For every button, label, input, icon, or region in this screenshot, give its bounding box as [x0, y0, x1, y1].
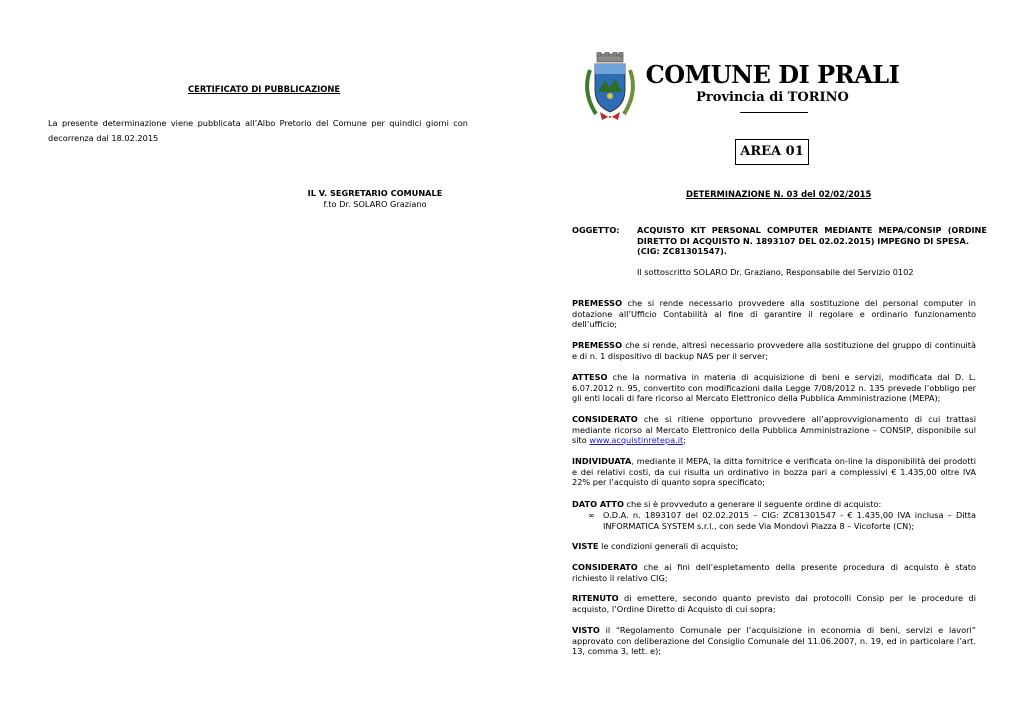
paragraph-text: che si ritiene opportuno provvedere all’approvvigionamento di cui trattasi mediante ricorso al Mercato Elettronico della Pubblica Amministrazione – CONSIP, disponibile sul sito	[572, 414, 976, 446]
coat-of-arms-icon	[580, 52, 640, 124]
paragraph-premesso-2	[572, 340, 976, 361]
province-name: Provincia di TORINO	[696, 90, 849, 105]
paragraph-visto	[572, 625, 976, 657]
header-divider	[740, 112, 808, 113]
paragraph-keyword: INDIVIDUATA	[572, 456, 632, 466]
subject-cig: (CIG: ZC81301547).	[637, 246, 728, 257]
acquisti-link[interactable]: www.acquistinretepa.it	[589, 435, 684, 446]
paragraph-text: che si è provveduto a generare il seguente ordine di acquisto:	[623, 499, 882, 509]
area-label: AREA 01	[735, 139, 809, 165]
paragraph-premesso-1	[572, 298, 976, 330]
subject-text	[637, 225, 987, 257]
paragraph-keyword: CONSIDERATO	[572, 562, 638, 572]
paragraph-keyword: ATTESO	[572, 372, 608, 382]
signatory-statement: Il sottoscritto SOLARO Dr. Graziano, Responsabile del Servizio 0102	[637, 267, 914, 277]
determination-title: DETERMINAZIONE N. 03 del 02/02/2015	[686, 189, 872, 199]
paragraph-text: il “Regolamento Comunale per l’acquisizione in economia di beni, servizi e lavori” approvato con deliberazione del Consiglio Comunale del 11.06.2007, n. 19, ed in particolare l’art. 13, comma 3, lett. e);	[572, 625, 976, 657]
paragraph-individuata	[572, 456, 976, 488]
paragraph-considerato-1	[572, 414, 976, 446]
paragraph-text: di emettere, secondo quanto previsto dai protocolli Consip per le procedure di acquisto, l’Ordine Diretto di Acquisto di cui sopra;	[572, 593, 976, 614]
paragraph-ritenuto	[572, 593, 976, 614]
certificate-body	[48, 116, 468, 146]
paragraph-text: , mediante il MEPA, la ditta fornitrice e verificata on-line la disponibilità dei prodotti e dei relativi costi, da cui risulta un ordinativo in bozza pari a complessivi € 1.435,00 oltre IVA 22% per l’acquisto di quanto sopra specificato;	[572, 456, 976, 488]
paragraph-viste	[572, 541, 976, 552]
subject-label: OGGETTO:	[572, 225, 620, 235]
paragraph-dato-atto	[572, 499, 976, 510]
bullet-icon: ∞	[588, 510, 595, 520]
paragraph-text: che si rende necessario provvedere alla sostituzione del personal computer in dotazione all’Ufficio Contabilità al fine di garantire il regolare e ordinario funzionamento dell’ufficio;	[572, 298, 976, 330]
paragraph-text: le condizioni generali di acquisto;	[598, 541, 739, 551]
paragraph-keyword: VISTO	[572, 625, 600, 635]
paragraph-keyword: DATO ATTO	[572, 499, 624, 509]
subject-line: ACQUISTO KIT PERSONAL COMPUTER MEDIANTE MEPA/CONSIP (ORDINE DIRETTO DI ACQUISTO N. 1893107 DEL 02.02.2015) IMPEGNO DI SPESA.	[637, 225, 987, 246]
order-bullet-text: O.D.A. n. 1893107 del 02.02.2015 – CIG: ZC81301547 - € 1.435,00 IVA inclusa – Ditta INFORMATICA SYSTEM s.r.l., con sede Via Mondovì Piazza 8 – Vicoforte (CN);	[603, 510, 976, 531]
paragraph-text: che si rende, altresì necessario provvedere alla sostituzione del gruppo di continuità e di n. 1 dispositivo di backup NAS per il server;	[572, 340, 976, 361]
certificate-body-line: La presente determinazione viene pubblicata all’Albo Pretorio del Comune per quindici giorni con	[48, 118, 468, 128]
signer-name: f.to Dr. SOLARO Graziano	[323, 198, 427, 209]
paragraph-text: che la normativa in materia di acquisizione di beni e servizi, modificata dal D. L. 6.07.2012 n. 95, convertito con modificazioni dalla Legge 7/08/2012 n. 135 prevede l’obbligo per gli enti locali di fare ricorso al Mercato Elettronico della Pubblica Amministrazione (MEPA);	[572, 372, 976, 404]
paragraph-keyword: PREMESSO	[572, 298, 623, 308]
paragraph-keyword: CONSIDERATO	[572, 414, 638, 424]
paragraph-keyword: RITENUTO	[572, 593, 619, 603]
certificate-body-line: decorrenza dal 18.02.2015	[48, 133, 159, 143]
paragraph-atteso	[572, 372, 976, 404]
paragraph-keyword: PREMESSO	[572, 340, 623, 350]
signer-role: IL V. SEGRETARIO COMUNALE	[307, 188, 443, 198]
paragraph-text: che ai fini dell’espletamento della presente procedura di acquisto è stato richiesto il relativo CIG;	[572, 562, 976, 583]
municipality-name: COMUNE DI PRALI	[645, 60, 900, 89]
paragraph-text-end: ;	[683, 435, 686, 446]
paragraph-keyword: VISTE	[572, 541, 599, 551]
order-bullet-item	[588, 510, 976, 532]
paragraph-considerato-2	[572, 562, 976, 583]
signature-block	[300, 188, 450, 209]
certificate-title: CERTIFICATO DI PUBBLICAZIONE	[188, 84, 341, 94]
